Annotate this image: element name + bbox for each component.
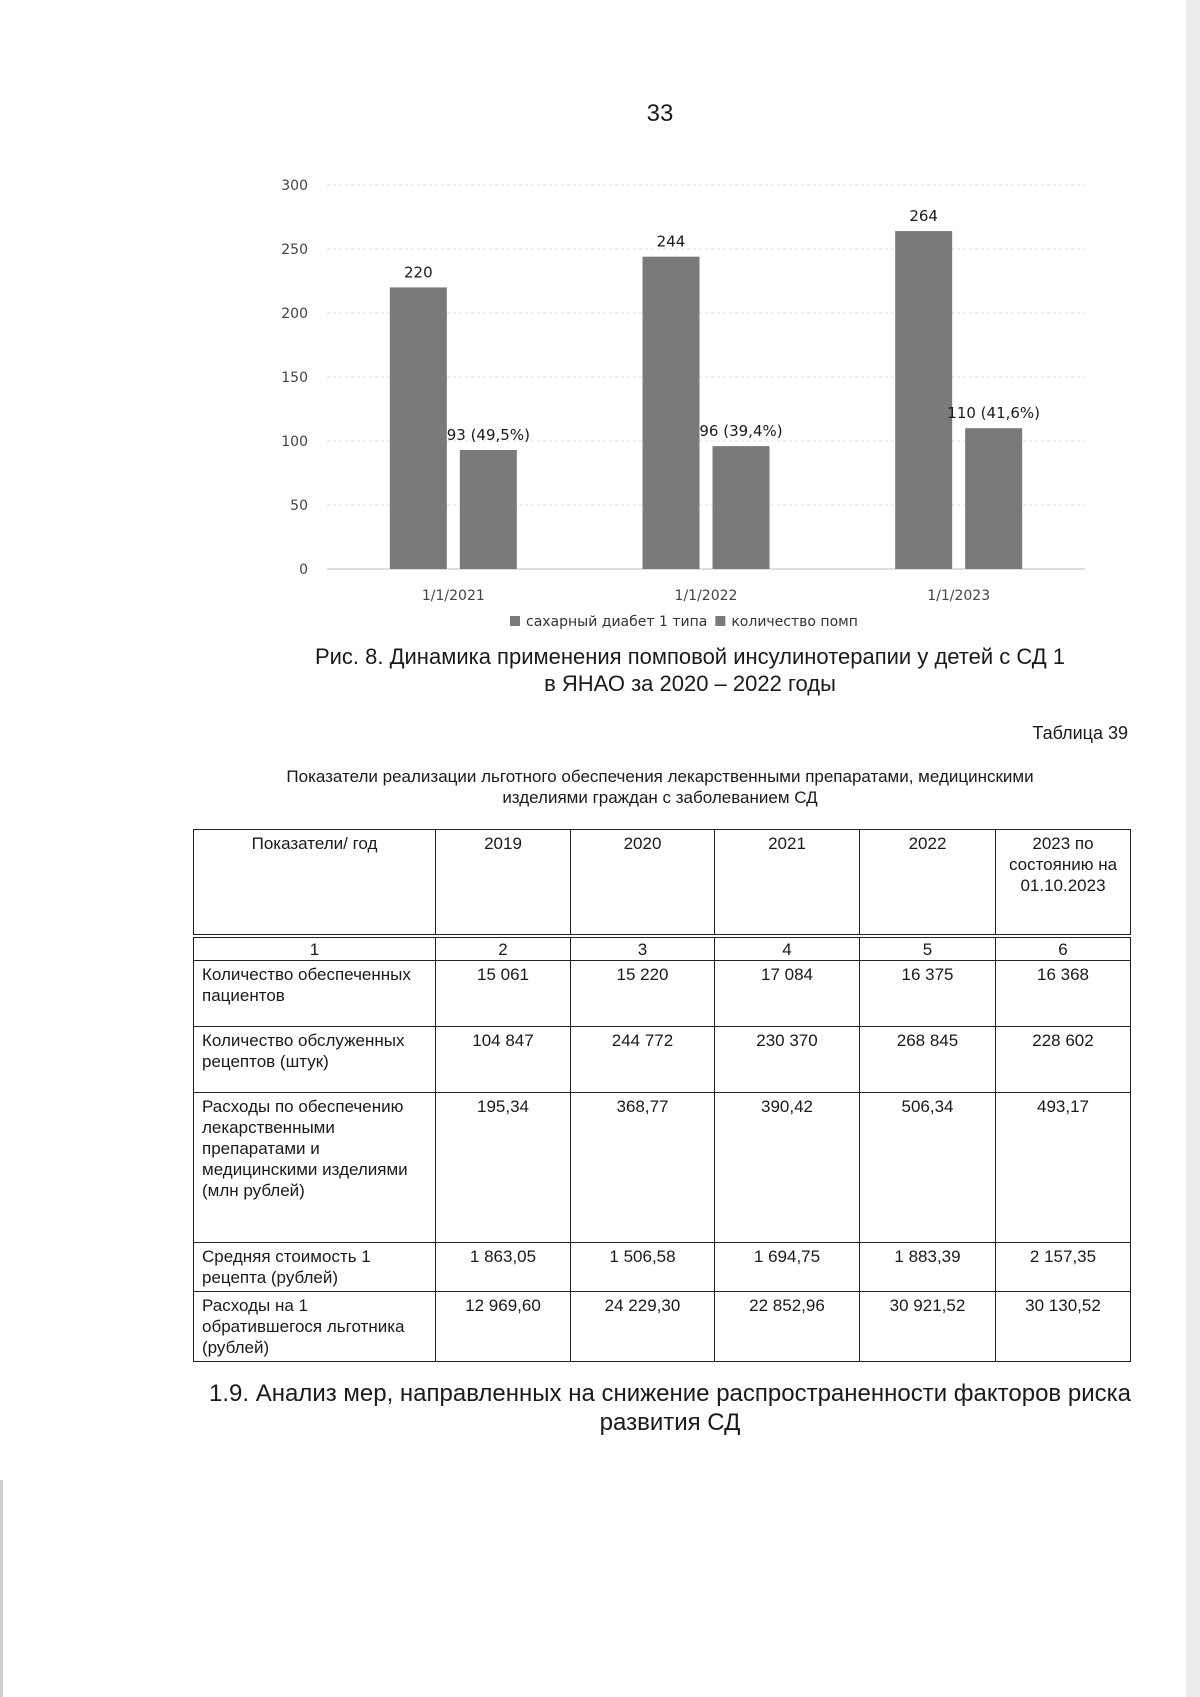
- x-tick-label: 1/1/2021: [421, 588, 485, 604]
- chart-bars: [390, 207, 1040, 569]
- scan-margin-mark: [0, 1480, 3, 1697]
- column-number-cell: 3: [571, 936, 715, 961]
- value-cell: 506,34: [860, 1093, 996, 1243]
- value-cell: 368,77: [571, 1093, 715, 1243]
- figure-caption: [270, 643, 1110, 697]
- y-tick-label: 50: [290, 498, 308, 514]
- value-cell: 24 229,30: [571, 1292, 715, 1362]
- table-title-line-1: Показатели реализации льготного обеспечения лекарственными препаратами, медицинскими: [286, 767, 1034, 786]
- row-label-cell: Расходы на 1 обратившегося льготника (рублей): [194, 1292, 436, 1362]
- column-number-cell: 1: [194, 936, 436, 961]
- value-cell: 30 130,52: [996, 1292, 1131, 1362]
- value-cell: 493,17: [996, 1093, 1131, 1243]
- row-label-cell: Средняя стоимость 1 рецепта (рублей): [194, 1243, 436, 1292]
- value-cell: 228 602: [996, 1027, 1131, 1093]
- section-heading: 1.9. Анализ мер, направленных на снижение распространенности факторов риска развития СД: [209, 1380, 1131, 1436]
- table-row: [194, 1093, 1131, 1243]
- y-tick-label: 100: [281, 434, 308, 450]
- indicators-table: [193, 829, 1131, 1362]
- bar-data-label: 244: [656, 232, 686, 251]
- header-cell-2022: 2022: [860, 830, 996, 937]
- y-tick-label: 150: [281, 370, 308, 386]
- value-cell: 244 772: [571, 1027, 715, 1093]
- legend-entry: количество помп: [731, 614, 858, 630]
- table-header-row: [194, 830, 1131, 937]
- header-cell-2020: 2020: [571, 830, 715, 937]
- table-title-line-2: изделиями граждан с заболеванием СД: [502, 788, 818, 807]
- value-cell: 1 694,75: [715, 1243, 860, 1292]
- row-label-cell: Количество обслуженных рецептов (штук): [194, 1027, 436, 1093]
- value-cell: 15 061: [436, 961, 571, 1027]
- figure-caption-line-2: в ЯНАО за 2020 – 2022 годы: [544, 671, 836, 696]
- value-cell: 195,34: [436, 1093, 571, 1243]
- table-row: [194, 1292, 1131, 1362]
- table-row: [194, 1243, 1131, 1292]
- x-tick-label: 1/1/2022: [674, 588, 738, 604]
- legend-swatch: [510, 616, 520, 626]
- header-cell-2021: 2021: [715, 830, 860, 937]
- value-cell: 15 220: [571, 961, 715, 1027]
- value-cell: 1 883,39: [860, 1243, 996, 1292]
- bar-data-label: 96 (39,4%): [699, 422, 783, 441]
- bar: [965, 428, 1022, 569]
- x-tick-label: 1/1/2023: [927, 588, 991, 604]
- bar: [460, 450, 517, 569]
- column-number-cell: 2: [436, 936, 571, 961]
- header-cell-2023: 2023 по состоянию на 01.10.2023: [996, 830, 1131, 937]
- value-cell: 30 921,52: [860, 1292, 996, 1362]
- table-title: [200, 766, 1120, 808]
- value-cell: 12 969,60: [436, 1292, 571, 1362]
- y-tick-label: 300: [281, 178, 308, 194]
- bar-data-label: 264: [909, 207, 938, 226]
- row-label-cell: Количество обеспеченных пациентов: [194, 961, 436, 1027]
- column-number-cell: 4: [715, 936, 860, 961]
- header-cell-indicator: Показатели/ год: [194, 830, 436, 937]
- value-cell: 1 863,05: [436, 1243, 571, 1292]
- bar-data-label: 220: [404, 263, 433, 282]
- y-tick-label: 250: [281, 242, 308, 258]
- column-number-cell: 6: [996, 936, 1131, 961]
- y-tick-label: 0: [299, 562, 308, 578]
- chart-y-axis: [281, 178, 308, 578]
- bar: [643, 257, 700, 569]
- value-cell: 390,42: [715, 1093, 860, 1243]
- value-cell: 2 157,35: [996, 1243, 1131, 1292]
- page-number: 33: [646, 100, 674, 127]
- table-row: [194, 1027, 1131, 1093]
- value-cell: 230 370: [715, 1027, 860, 1093]
- value-cell: 104 847: [436, 1027, 571, 1093]
- value-cell: 16 368: [996, 961, 1131, 1027]
- value-cell: 1 506,58: [571, 1243, 715, 1292]
- value-cell: 16 375: [860, 961, 996, 1027]
- bar-chart: [0, 0, 1200, 650]
- header-cell-2019: 2019: [436, 830, 571, 937]
- chart-legend: [510, 614, 858, 630]
- table-number-label: Таблица 39: [1032, 723, 1128, 743]
- bar: [713, 446, 770, 569]
- value-cell: 268 845: [860, 1027, 996, 1093]
- legend-entry: сахарный диабет 1 типа: [526, 614, 708, 630]
- bar: [895, 231, 952, 569]
- bar-data-label: 93 (49,5%): [446, 425, 530, 444]
- legend-swatch: [715, 616, 725, 626]
- value-cell: 22 852,96: [715, 1292, 860, 1362]
- value-cell: 17 084: [715, 961, 860, 1027]
- figure-caption-line-1: Рис. 8. Динамика применения помповой инсулинотерапии у детей с СД 1: [314, 644, 1066, 669]
- column-number-cell: 5: [860, 936, 996, 961]
- y-tick-label: 200: [281, 306, 308, 322]
- table-row: [194, 961, 1131, 1027]
- chart-x-axis: [422, 588, 990, 604]
- bar-data-label: 110 (41,6%): [947, 404, 1041, 423]
- table-column-number-row: [194, 936, 1131, 961]
- bar: [390, 287, 447, 569]
- row-label-cell: Расходы по обеспечению лекарственными препаратами и медицинскими изделиями (млн рублей): [194, 1093, 436, 1243]
